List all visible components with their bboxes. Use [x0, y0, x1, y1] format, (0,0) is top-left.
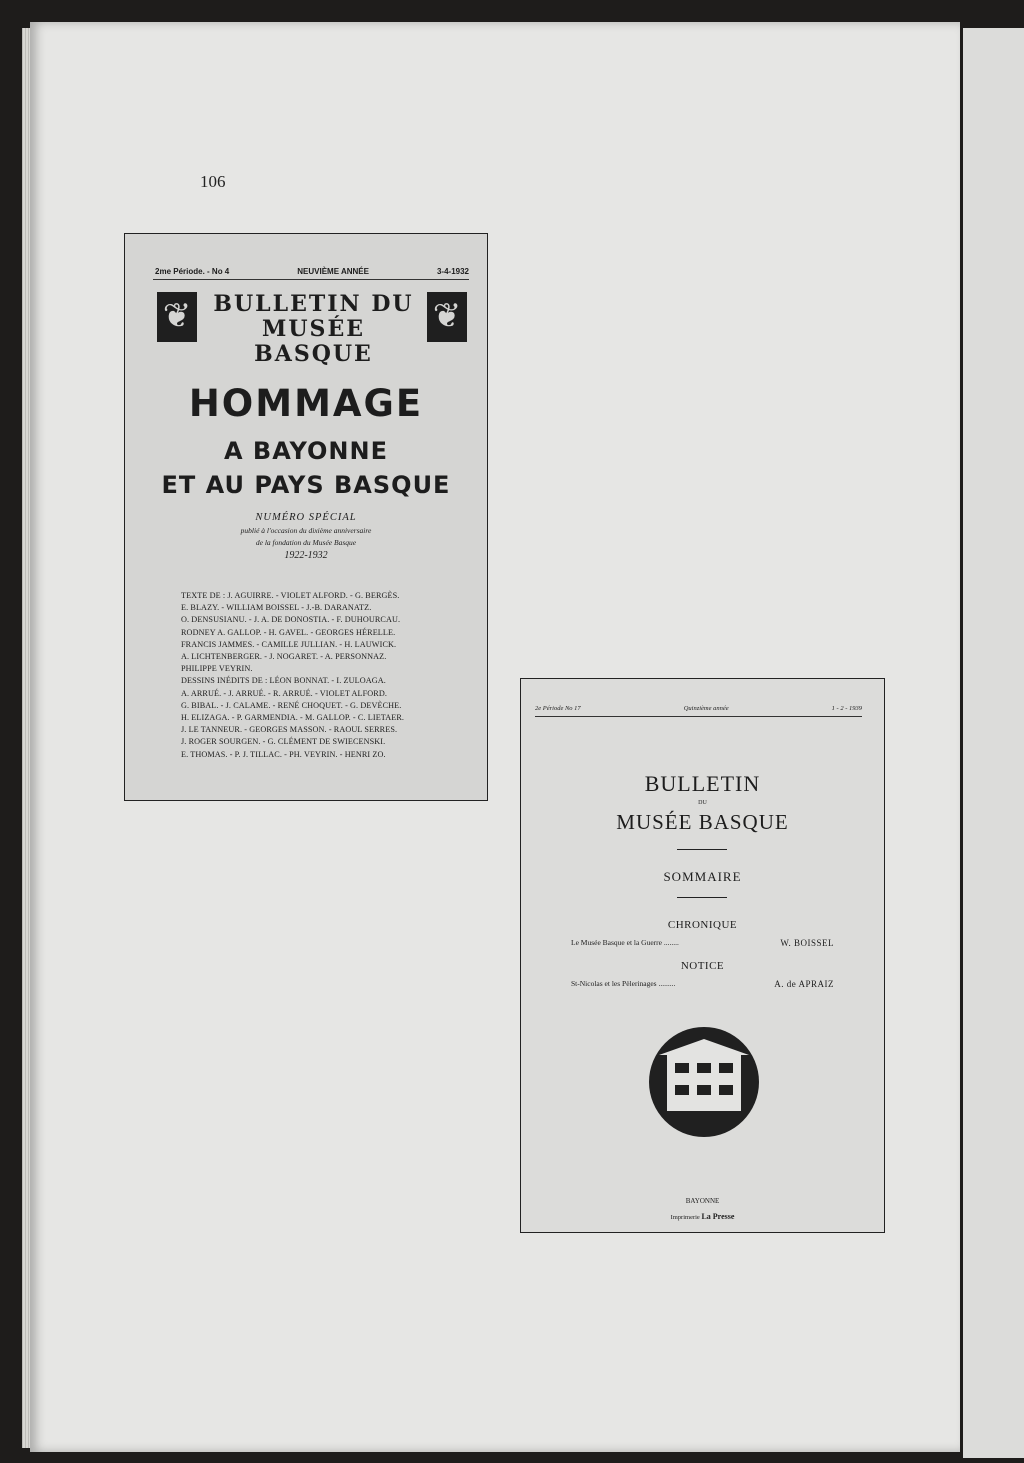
entry-title: St-Nicolas et les Pèlerinages .........	[571, 979, 676, 988]
years-label: 1922-1932	[284, 550, 328, 561]
house-emblem-icon	[649, 1027, 759, 1137]
header-rule	[153, 279, 469, 280]
printer-prefix: Imprimerie	[670, 1214, 700, 1221]
cover-header	[155, 267, 469, 276]
cover-1932	[124, 233, 488, 801]
contributor-line: J. ROGER SOURGEN. - G. CLÉMENT DE SWIECENSKI.	[181, 737, 386, 747]
edition-label: Quinzième année	[683, 705, 729, 712]
divider	[677, 849, 727, 850]
printer-line	[521, 1212, 884, 1221]
contributors-list	[181, 590, 481, 761]
contents-entry	[571, 979, 834, 989]
printer-name: La Presse	[701, 1212, 735, 1221]
ornament-right-icon: ❦	[427, 292, 467, 342]
cover-header	[535, 705, 862, 712]
divider	[677, 897, 727, 898]
contributor-line: PHILIPPE VEYRIN.	[181, 664, 253, 674]
masthead-line: MUSÉE BASQUE	[254, 316, 373, 367]
masthead	[200, 292, 427, 367]
page-number: 106	[200, 172, 226, 191]
cover-title-2: MUSÉE BASQUE	[616, 810, 789, 834]
edition-label: NEUVIÈME ANNÉE	[297, 267, 369, 276]
contributor-line: O. DENSUSIANU. - J. A. DE DONOSTIA. - F. DUHOURCAU.	[181, 615, 401, 625]
special-issue-block	[125, 510, 487, 564]
contents-heading: SOMMAIRE	[663, 869, 742, 884]
contributor-line: H. ELIZAGA. - P. GARMENDIA. - M. GALLOP. - C. LIETAER.	[181, 713, 405, 723]
contributor-line: E. BLAZY. - WILLIAM BOISSEL - J.-B. DARANATZ.	[181, 603, 372, 613]
city-label: BAYONNE	[685, 1197, 720, 1205]
cover-subtitle: ET AU PAYS BASQUE	[161, 471, 451, 499]
date-label: 1 - 2 - 1939	[831, 705, 862, 712]
entry-title: Le Musée Basque et la Guerre ........	[571, 938, 679, 947]
cover-title: HOMMAGE	[188, 382, 424, 425]
date-label: 3-4-1932	[436, 267, 469, 276]
cover-1939	[520, 678, 885, 1233]
contributor-line: A. LICHTENBERGER. - J. NOGARET. - A. PERSONNAZ.	[181, 652, 387, 662]
special-issue-line: de la fondation du Musée Basque	[255, 537, 357, 547]
contributor-line: RODNEY A. GALLOP. - H. GAVEL. - GEORGES HÉRELLE.	[181, 627, 396, 637]
ornament-left-icon: ❦	[157, 292, 197, 342]
contributor-line: G. BIBAL. - J. CALAME. - RENÉ CHOQUET. - G. DEVÈCHE.	[181, 700, 402, 710]
entry-author: A. de APRAIZ	[774, 979, 834, 989]
facing-page-edge	[963, 28, 1024, 1458]
contributor-line: FRANCIS JAMMES. - CAMILLE JULLIAN. - H. LAUWICK.	[181, 639, 397, 649]
section-heading: CHRONIQUE	[667, 919, 738, 931]
contributor-line: E. THOMAS. - P. J. TILLAC. - PH. VEYRIN. - HENRI ZO.	[181, 749, 386, 759]
special-issue-line: publié à l'occasion du dixième anniversaire	[240, 526, 372, 535]
special-issue-label: NUMÉRO SPÉCIAL	[255, 512, 357, 523]
title-connector: DU	[698, 800, 707, 806]
cover-subtitle: A BAYONNE	[224, 437, 388, 465]
contents-entry	[571, 938, 834, 948]
contributor-line: TEXTE DE : J. AGUIRRE. - VIOLET ALFORD. - G. BERGÈS.	[181, 591, 400, 600]
cover-title: BULLETIN	[644, 771, 761, 796]
masthead-line: BULLETIN DU	[213, 291, 414, 317]
header-rule	[535, 716, 862, 717]
contributor-line: DESSINS INÉDITS DE : LÉON BONNAT. - I. ZULOAGA.	[181, 676, 386, 686]
entry-author: W. BOISSEL	[780, 938, 834, 948]
period-label: 2e Période No 17	[535, 705, 581, 712]
contributor-line: A. ARRUÉ. - J. ARRUÉ. - R. ARRUÉ. - VIOLET ALFORD.	[181, 688, 387, 698]
contributor-line: J. LE TANNEUR. - GEORGES MASSON. - RAOUL SERRES.	[181, 725, 398, 735]
period-label: 2me Période. - No 4	[155, 267, 230, 276]
section-heading: NOTICE	[680, 960, 725, 972]
